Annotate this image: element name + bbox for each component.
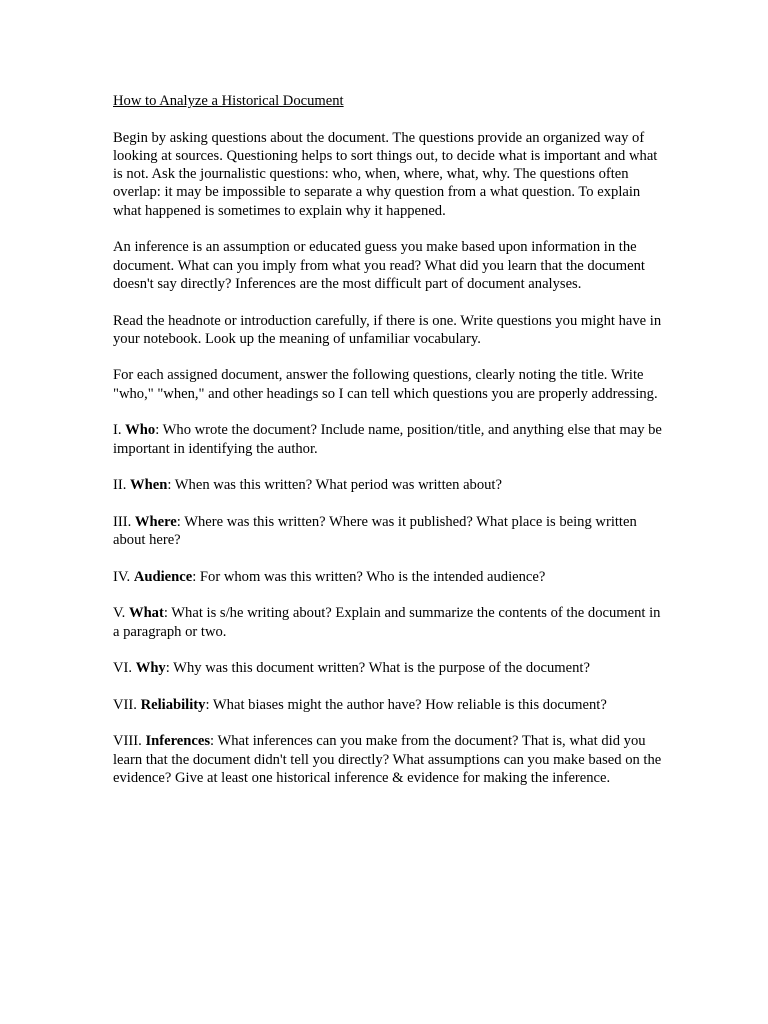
intro-paragraph-2: An inference is an assumption or educated guess you make based upon information in the document. What can you imply from what you read? What did you learn that the document doesn't say directly? Inferences are the most difficult part of document analyses.: [113, 239, 645, 292]
question-text: : What biases might the author have? How reliable is this document?: [205, 696, 607, 713]
question-text: : Why was this document written? What is the purpose of the document?: [165, 660, 590, 677]
question-term: Who: [125, 422, 156, 439]
question-inferences: [113, 732, 663, 787]
question-what: [113, 604, 663, 641]
question-text: : What is s/he writing about? Explain and summarize the contents of the document in a paragraph or two.: [113, 605, 661, 640]
question-term: Inferences: [145, 733, 211, 750]
question-text: : For whom was this written? Who is the intended audience?: [192, 568, 546, 585]
intro-paragraph-4: For each assigned document, answer the following questions, clearly noting the title. Write "who," "when," and other headings so I can tell which questions you are properly addressing.: [113, 367, 658, 402]
question-term: When: [130, 477, 168, 494]
question-term: Reliability: [140, 696, 206, 713]
question-text: : What inferences can you make from the document? That is, what did you learn that the document didn't tell you directly? What assumptions can you make based on the evidence? Give at least one historical inference & evidence for making the inference.: [113, 733, 662, 786]
question-numeral: III.: [113, 513, 132, 530]
intro-paragraph-1: Begin by asking questions about the document. The questions provide an organized way of looking at sources. Questioning helps to sort things out, to decide what is important and what is not. Ask the journalistic questions: who, when, where, what, why. The questions often overlap: it may be impossible to separate a why question from a what question. To explain what happened is sometimes to explain why it happened.: [113, 129, 658, 219]
question-numeral: VIII.: [113, 733, 142, 750]
question-numeral: IV.: [113, 568, 131, 585]
question-term: Audience: [133, 568, 193, 585]
question-term: Why: [135, 660, 166, 677]
intro-paragraph-3: Read the headnote or introduction carefully, if there is one. Write questions you might have in your notebook. Look up the meaning of unfamiliar vocabulary.: [113, 312, 662, 347]
question-text: : Where was this written? Where was it published? What place is being written about here?: [113, 513, 637, 549]
question-numeral: VI.: [113, 660, 133, 677]
question-when: [113, 476, 663, 494]
question-who: [113, 421, 663, 458]
question-text: : Who wrote the document? Include name, position/title, and anything else that may be important in identifying the author.: [113, 422, 662, 457]
document-page: [113, 92, 663, 806]
question-why: [113, 659, 663, 677]
document-title: How to Analyze a Historical Document: [113, 93, 344, 109]
question-text: : When was this written? What period was written about?: [167, 477, 502, 494]
question-numeral: II.: [113, 477, 127, 494]
question-reliability: [113, 696, 663, 714]
question-where: [113, 513, 663, 550]
question-audience: [113, 568, 663, 586]
question-term: Where: [134, 513, 177, 530]
question-numeral: V.: [113, 605, 126, 622]
question-numeral: I.: [113, 422, 122, 439]
question-term: What: [128, 605, 164, 622]
question-numeral: VII.: [113, 696, 137, 713]
